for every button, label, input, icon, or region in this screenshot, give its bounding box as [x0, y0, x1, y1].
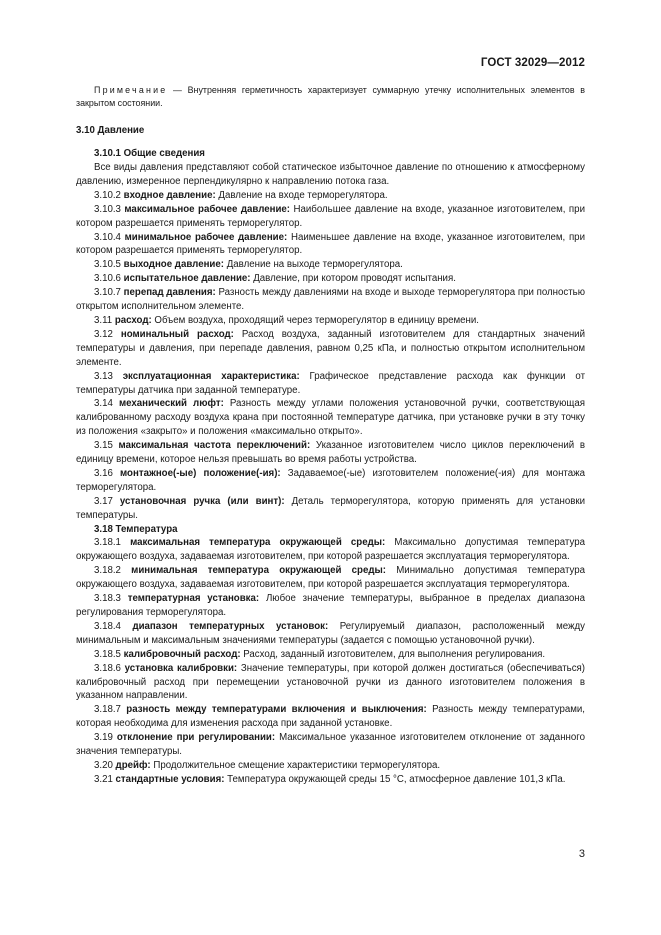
definition-text: Указанное изготовителем число циклов переключений в единицу времени, которое нельзя превышать во время работы устройства. [76, 440, 585, 466]
definition-number: 3.18.2 [94, 565, 132, 577]
definition-text: Задаваемое(-ые) изготовителем положение(-ия) для монтажа терморегулятора. [76, 467, 586, 493]
definition-item [76, 272, 585, 286]
definition-term: установка калибровки: [124, 662, 238, 674]
definition-text: Расход воздуха, заданный изготовителем для стандартных значений температуры и давления, при перепаде давления, равном 0,25 кПа, и полностью открытом исполнительном элементе. [76, 328, 586, 368]
definition-number: 3.18.1 [94, 537, 131, 549]
definition-term: установочная ручка (или винт): [119, 495, 285, 507]
definition-term: минимальное рабочее давление: [124, 231, 288, 243]
definition-text: Давление, при котором проводят испытания. [250, 273, 456, 285]
definition-text: Деталь терморегулятора, которую применять для установки температуры. [76, 495, 585, 521]
definition-number: 3.15 [94, 440, 119, 452]
definition-number: 3.16 [94, 467, 121, 479]
definition-term: номинальный расход: [120, 328, 234, 340]
definition-item [76, 662, 585, 704]
section-heading-3-10-1: 3.10.1 Общие сведения [94, 148, 205, 160]
definition-number: 3.19 [94, 732, 117, 744]
definition-number: 3.20 [94, 759, 116, 771]
definition-text: Расход, заданный изготовителем, для выполнения регулирования. [240, 648, 546, 660]
definition-text: Давление на входе терморегулятора. [215, 189, 388, 201]
definition-term: испытательное давление: [123, 273, 251, 285]
definitions-temperature [76, 536, 585, 786]
definition-term: дрейф: [115, 759, 151, 771]
definition-item [76, 620, 585, 648]
definition-item [76, 231, 585, 259]
definition-text: Температура окружающей среды 15 °С, атмосферное давление 101,3 кПа. [224, 773, 566, 785]
definition-item [76, 439, 585, 467]
note-paragraph [76, 84, 585, 109]
definition-term: максимальная температура окружающей среды: [130, 537, 386, 549]
definition-number: 3.10.4 [94, 231, 125, 243]
document-header: ГОСТ 32029—2012 [480, 57, 585, 69]
definition-term: диапазон температурных установок: [132, 620, 329, 632]
section-heading-3-10: 3.10 Давление [76, 125, 145, 137]
definition-number: 3.18.3 [94, 593, 128, 605]
definition-text: Давление на выходе терморегулятора. [224, 259, 403, 271]
definition-item [76, 189, 585, 203]
definition-text: Объем воздуха, проходящий через терморегулятор в единицу времени. [151, 314, 479, 326]
definition-text: Разность между температурами, которая необходима для изменения расхода при заданной установке. [76, 704, 585, 730]
definition-term: разность между температурами включения и выключения: [126, 704, 427, 716]
definition-number: 3.12 [94, 328, 121, 340]
definition-term: стандартные условия: [115, 773, 225, 785]
general-paragraph: Все виды давления представляют собой статическое избыточное давление по отношению к атмосферному давлению, измеренное перпендикулярно к направлению потока газа. [76, 162, 585, 187]
definition-term: механический люфт: [118, 398, 224, 410]
definition-term: эксплуатационная характеристика: [122, 370, 300, 382]
definition-item [76, 286, 585, 314]
definition-number: 3.18.4 [94, 620, 133, 632]
definitions-pressure [76, 189, 585, 523]
definition-number: 3.10.2 [94, 189, 124, 201]
definition-item [76, 564, 585, 592]
definition-item [76, 703, 585, 731]
definition-number: 3.11 [94, 314, 115, 326]
definition-text: Максимально допустимая температура окружающего воздуха, задаваемая изготовителем, при которой разрешается эксплуатация терморегулятора. [76, 537, 585, 563]
definition-text: Любое значение температуры, выбранное в пределах диапазона регулирования терморегулятора. [76, 593, 585, 618]
definition-number: 3.18.5 [94, 648, 124, 660]
definition-item [76, 397, 585, 439]
definition-term: температурная установка: [127, 593, 260, 605]
definition-item [76, 314, 585, 328]
definition-term: монтажное(-ые) положение(-ия): [120, 467, 281, 479]
definition-text: Разность между давлениями на входе и выходе терморегулятора при полностью открытом исполнительном элементе. [76, 287, 585, 313]
definition-item [76, 759, 585, 773]
definition-term: максимальная частота переключений: [118, 440, 311, 452]
definition-number: 3.18.6 [94, 662, 125, 674]
definition-term: расход: [114, 314, 152, 326]
note-label: Примечание [94, 85, 168, 95]
definition-text: Регулируемый диапазон, расположенный между минимальным и максимальным значениями температуры (задается с помощью установочной ручки). [76, 620, 585, 646]
definition-term: минимальная температура окружающей среды: [131, 565, 386, 577]
definition-term: перепад давления: [123, 287, 216, 299]
definition-item [76, 773, 585, 787]
definition-text: Разность между углами положения установочной ручки, соответствующая калиброванному расходу воздуха крана при постоянной температуре датчика, при установке ручки в эту точку из положения «закрыто» и положения «максимально открыто». [76, 398, 586, 438]
definition-number: 3.10.5 [94, 259, 124, 271]
definition-item [76, 258, 585, 272]
definition-term: входное давление: [123, 189, 216, 201]
definition-number: 3.13 [94, 370, 123, 382]
definition-number: 3.10.7 [94, 287, 124, 299]
definition-item [76, 648, 585, 662]
definition-item [76, 731, 585, 759]
definition-item [76, 592, 585, 620]
definition-item [76, 328, 585, 370]
definition-text: Продолжительное смещение характеристики терморегулятора. [150, 759, 441, 771]
section-heading-3-18: 3.18 Температура [94, 523, 178, 535]
definition-text: Максимальное указанное изготовителем отклонение от заданного значения температуры. [76, 732, 585, 758]
definition-item [76, 203, 585, 231]
definition-number: 3.18.7 [94, 704, 127, 716]
definition-text: Наибольшее давление на входе, указанное изготовителем, при котором разрешается применять терморегулятор. [76, 203, 585, 229]
note-text: — Внутренняя герметичность характеризует суммарную утечку исполнительных элементов в закрытом состоянии. [76, 85, 585, 108]
definition-term: калибровочный расход: [123, 648, 241, 660]
definition-term: максимальное рабочее давление: [124, 203, 291, 215]
definition-number: 3.10.3 [94, 203, 125, 215]
definition-item [76, 536, 585, 564]
definition-item [76, 495, 585, 523]
definition-item [76, 370, 585, 398]
definition-text: Графическое представление расхода как функции от температуры датчика при заданной температуре. [76, 370, 585, 396]
definition-term: выходное давление: [123, 259, 225, 271]
page-number: 3 [578, 848, 585, 860]
definition-number: 3.21 [94, 773, 116, 785]
definition-term: отклонение при регулировании: [116, 732, 276, 744]
definition-text: Наименьшее давление на входе, указанное изготовителем, при котором разрешается применять терморегулятор. [76, 231, 585, 257]
definition-text: Минимально допустимая температура окружающего воздуха, задаваемая изготовителем, при которой разрешается эксплуатация терморегулятора. [76, 565, 586, 591]
definition-item [76, 467, 585, 495]
definition-text: Значение температуры, при которой должен достигаться (обеспечиваться) калибровочный расход при перемещении установочной ручки из данного изготовителем положения в указанном направлении. [76, 662, 586, 702]
definition-number: 3.10.6 [94, 273, 124, 285]
definition-number: 3.17 [94, 495, 120, 507]
document-body [76, 84, 585, 787]
definition-number: 3.14 [94, 398, 119, 410]
